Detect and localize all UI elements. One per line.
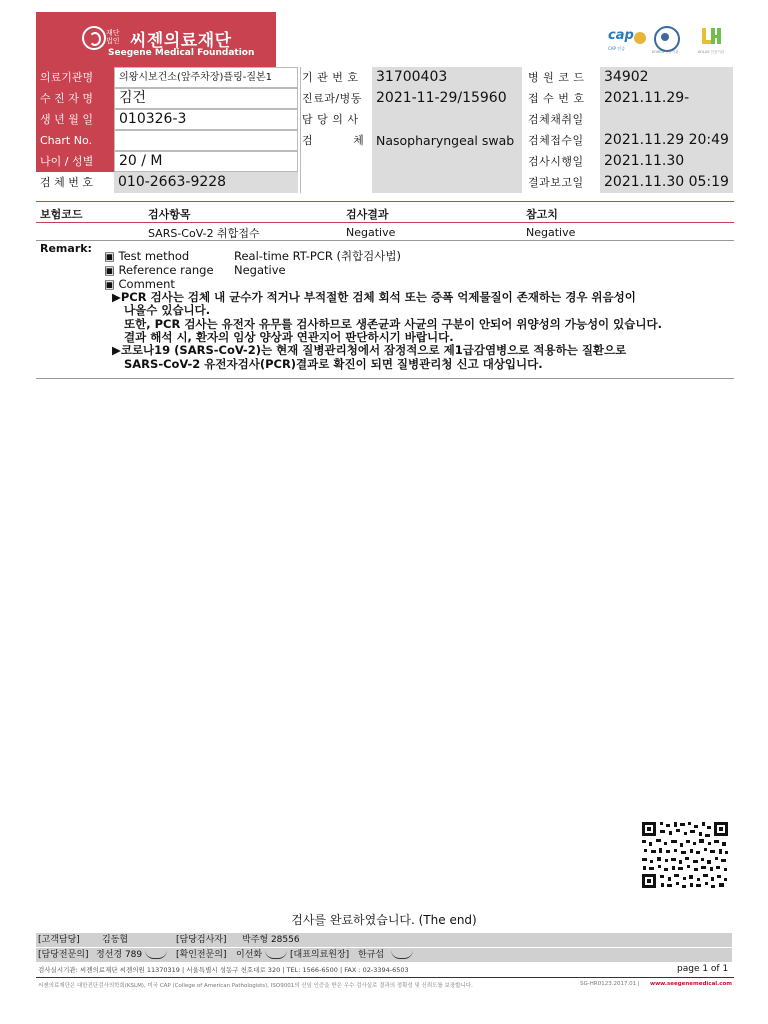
birthdate-label: 생 년 월 일 — [36, 109, 114, 130]
dept-ward-label: 진료과/병동 — [302, 92, 362, 105]
specimen-type-value: Nasopharyngeal swab — [372, 130, 522, 151]
customer-rep-name: 김동협 — [102, 935, 129, 945]
reference-range-value: Negative — [234, 263, 286, 277]
chart-no-label: Chart No. — [36, 130, 114, 151]
brand-name-ko: 씨젠의료재단 — [130, 31, 232, 51]
middle-empty-1 — [372, 151, 522, 172]
receipt-date-label: 검체접수일 — [528, 134, 584, 147]
result-item: SARS-CoV-2 취합접수 — [148, 227, 260, 240]
comment-line-1: ▶PCR 검사는 검체 내 균수가 적거나 부적절한 검체 회석 또는 증폭 억제물질이 존재하는 경우 위음성이 — [112, 290, 636, 304]
specimen-no-label: 검 체 번 호 — [40, 176, 93, 189]
receipt-no-label: 접 수 번 호 — [528, 92, 585, 105]
accreditation-note: 씨젠의료재단은 대한진단검사의학회(KSLM), 미국 CAP (College of American Pathologists), ISO9001의 신임 인증을 받은 우수 검사실로 결과의 정확성 및 신뢰도를 보장합니다. — [38, 983, 473, 989]
patient-name-label: 수 진 자 명 — [36, 88, 114, 109]
reference-range-label: ▣ Reference range — [104, 263, 214, 277]
seal-caption: KOREA 인증기관 — [652, 50, 679, 54]
hospital-code-value: 34902 — [600, 67, 733, 88]
collection-date-label: 검체채취일 — [528, 113, 584, 126]
chart-no-value — [114, 130, 298, 151]
test-method-value: Real-time RT-PCR (취합검사법) — [234, 249, 401, 263]
comment-label: ▣ Comment — [104, 277, 175, 291]
footer-row-1 — [36, 933, 732, 947]
director-label: [대표의료원장] — [290, 950, 350, 960]
col-reference: 참고치 — [526, 208, 558, 221]
brand-name-en: Seegene Medical Foundation — [108, 48, 255, 58]
receipt-date-value: 2021.11.29 20:49 — [600, 130, 733, 151]
receipt-no-value: 2021.11.29- — [600, 88, 733, 109]
brand-header — [36, 12, 276, 68]
seegene-emblem-icon — [82, 26, 106, 50]
comment-line-5: ▶코로나19 (SARS-CoV-2)는 현재 질병관리청에서 잠정적으로 제1급감염병으로 적용하는 질환으로 — [112, 343, 627, 357]
patient-name-value: 김건 — [114, 88, 298, 109]
lh-caption: KOLAS 인증기관 — [698, 50, 725, 54]
accreditation-logos — [608, 26, 728, 56]
result-reference: Negative — [526, 226, 576, 239]
col-test-item: 검사항목 — [148, 208, 191, 221]
report-date-value: 2021.11.30 05:19 — [600, 172, 733, 193]
customer-rep-label: [고객담당] — [38, 935, 80, 945]
specimen-no-value: 010-2663-9228 — [114, 172, 298, 193]
institution-no-value: 31700403 — [372, 67, 522, 88]
cap-caption: CAP 인증 — [608, 46, 625, 51]
page-indicator: page 1 of 1 — [677, 964, 729, 974]
doctor-label: 담 당 의 사 — [302, 113, 359, 126]
tester-label: [담당검사자] — [176, 935, 227, 945]
collection-date-value — [600, 109, 733, 130]
col-insurance-code: 보험코드 — [40, 208, 83, 221]
remark-label: Remark: — [40, 242, 92, 255]
specimen-type-label: 검 체 — [302, 134, 365, 147]
cap-check-icon — [634, 32, 646, 44]
specialist-name: 정선경 789 — [96, 950, 143, 960]
signature-2-icon — [265, 950, 287, 959]
comment-line-2: 나올수 있습니다. — [124, 303, 211, 317]
age-sex-value: 20 / M — [114, 151, 298, 172]
col-test-result: 검사결과 — [346, 208, 389, 221]
institution-value: 의왕시보건소(앞주차장)플링-질본1 — [114, 67, 298, 88]
lh-logo-icon — [700, 26, 722, 48]
end-message: 검사를 완료하였습니다. (The end) — [291, 913, 477, 927]
tester-name: 박주형 28556 — [242, 935, 300, 945]
signature-3-icon — [391, 950, 413, 959]
result-value: Negative — [346, 226, 396, 239]
signature-1-icon — [145, 950, 167, 959]
institution-no-label: 기 관 번 호 — [302, 71, 359, 84]
middle-empty-2 — [372, 172, 522, 193]
institution-label: 의료기관명 — [36, 67, 114, 88]
test-method-label: ▣ Test method — [104, 249, 190, 263]
birthdate-value: 010326-3 — [114, 109, 298, 130]
lab-info: 검사실시기관: 씨젠의료재단 씨젠의원 11370319 | 서울특별시 성동구 천호대로 320 | TEL: 1566-6500 | FAX : 02-3394-6503 — [38, 966, 409, 974]
brand-foundation-tag: 재단 법인 — [106, 29, 120, 45]
confirm-specialist-label: [확인전문의] — [176, 950, 227, 960]
confirm-specialist-name: 이선화 — [236, 950, 263, 960]
comment-line-4: 결과 해석 시, 환자의 임상 양상과 연관지어 판단하시기 바랍니다. — [124, 330, 454, 344]
specialist-label: [담당전문의] — [38, 950, 89, 960]
director-name: 한규섭 — [358, 950, 385, 960]
hospital-code-label: 병 원 코 드 — [528, 71, 585, 84]
footer-row-2 — [36, 948, 732, 962]
dept-ward-value: 2021-11-29/15960 — [372, 88, 522, 109]
cap-logo: cap — [608, 28, 634, 43]
age-sex-label: 나이 / 성별 — [36, 151, 114, 172]
doctor-value — [372, 109, 522, 130]
kolas-seal-icon — [654, 26, 680, 52]
document-code: SG-HR0123.2017.01 | — [580, 981, 640, 987]
report-date-label: 결과보고일 — [528, 176, 584, 189]
website-link[interactable]: www.seegenemedical.com — [650, 981, 733, 987]
test-date-label: 검사시행일 — [528, 155, 584, 168]
test-date-value: 2021.11.30 — [600, 151, 733, 172]
qr-code-icon — [640, 820, 730, 890]
comment-line-3: 또한, PCR 검사는 유전자 유무를 검사하므로 생존균과 사균의 구분이 안되어 위양성의 가능성이 있습니다. — [124, 317, 662, 331]
comment-line-6: SARS-CoV-2 유전자검사(PCR)결과로 확진이 되면 질병관리청 신고 대상입니다. — [124, 357, 543, 371]
